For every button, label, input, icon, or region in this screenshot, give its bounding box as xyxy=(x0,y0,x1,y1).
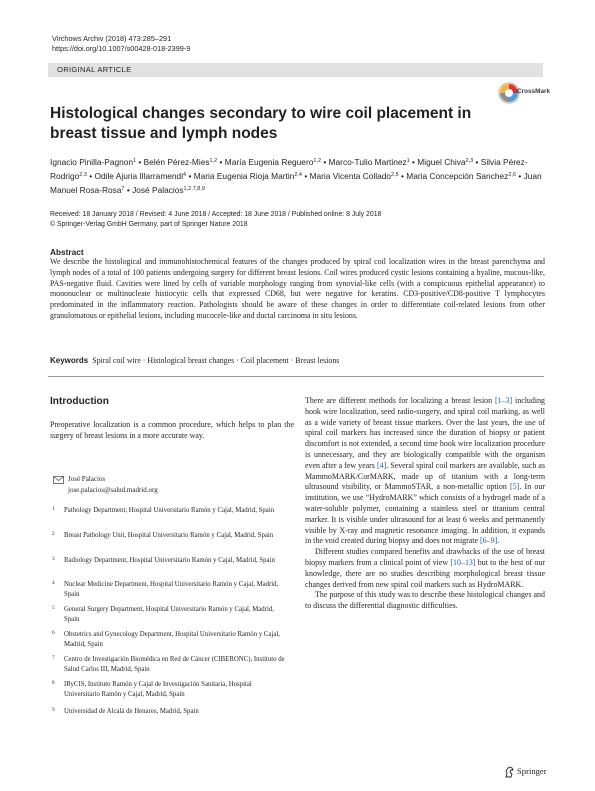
contact-email[interactable]: jose.palacios@salud.madrid.org xyxy=(68,486,158,494)
author-affiliation-sup: 1,2 xyxy=(313,158,322,164)
section-divider xyxy=(48,376,544,377)
reference-link[interactable]: [1–3] xyxy=(494,396,513,405)
author-name[interactable]: Maria Concepción Sanchez xyxy=(406,170,509,181)
affiliation-number: 5 xyxy=(52,605,55,611)
reference-link[interactable]: [6–9] xyxy=(480,536,498,546)
author-name[interactable]: Ignacio Pinilla-Pagnon xyxy=(50,157,134,167)
author-separator: • xyxy=(475,157,479,167)
author-affiliation-sup: 2,5 xyxy=(391,171,399,178)
crossmark-label: CrossMark xyxy=(517,88,551,95)
author-separator: • xyxy=(401,170,404,181)
affiliation-text: Universidad de Alcalá de Henares, Madrid, Spain xyxy=(64,708,199,715)
author-separator: • xyxy=(323,157,327,167)
envelope-icon xyxy=(53,476,64,484)
affiliation-number: 3 xyxy=(52,556,55,562)
affiliation-number: 6 xyxy=(52,630,55,636)
keywords-label: Keywords xyxy=(50,356,89,365)
publication-dates xyxy=(50,210,545,229)
affiliation-text: IRyCIS, Instituto Ramón y Cajal de Investigación Sanitaria, Hospital Universitario Ramón y Cajal, Madrid, Spain xyxy=(64,681,252,698)
article-type-band xyxy=(48,63,543,77)
author-separator: • xyxy=(518,170,522,181)
reference-link[interactable]: [4] xyxy=(376,460,387,470)
author-affiliation-sup: 2,3 xyxy=(79,171,87,178)
author-name[interactable]: María Eugenia Reguero xyxy=(224,157,314,167)
affiliation-number: 1 xyxy=(52,506,55,512)
author-separator: • xyxy=(304,170,308,181)
abstract-text: We describe the histological and immunohistochemical features of the changes produced by spiral coil localization wires in the breast parenchyma and lymph nodes of a total of 100 patients undergoing surgery for different breast lesions. Coil wires produced cystic lesions containing a hyaline, mucous-like, PAS-negative fluid. Cavities were lined by cells of variable morphology ranging from synovial-like cells (with a conspicuous epithelial appearance) to mononuclear or multinucleate histiocytic cells that expressed CD68, but were negative for keratins. CD3-positive/CD8-positive T lymphocytes predominated in the inflammatory reaction. Pathologists should be aware of these changes in order to differentiate coil-related lesions from other granulomatous or epithelial lesions, including mucocele-like and ductal carcinoma in situ lesions. xyxy=(50,257,545,320)
affiliation-text: Centro de Investigación Biomédica en Red de Cáncer (CIBERONC), Instituto de Salud Carlos III, Madrid, Spain xyxy=(64,656,285,673)
history-dates: Received: 18 January 2018 / Revised: 4 June 2018 / Accepted: 18 June 2018 / Published online: 8 July 2018 xyxy=(50,211,382,218)
keywords-text: Spiral coil wire · Histological breast changes · Coil placement · Breast lesions xyxy=(92,356,340,365)
author-affiliation-sup: 1,2 xyxy=(209,158,218,164)
author-name[interactable]: Miguel Chiva xyxy=(417,157,466,167)
author-name[interactable]: José Palacios xyxy=(132,184,184,195)
introduction-left-text: Preoperative localization is a common procedure, which helps to plan the surgery of breast lesions in a more accurate way. xyxy=(50,420,294,440)
author-separator: • xyxy=(219,157,223,167)
paragraph: The purpose of this study was to describe these histological changes and to discuss the differential diagnostic difficulties. xyxy=(305,590,545,611)
affiliation-text: Nuclear Medicine Department, Hospital Universitario Ramón y Cajal, Madrid, Spain xyxy=(64,581,279,598)
author-separator: • xyxy=(138,157,142,167)
introduction-heading: Introduction xyxy=(50,396,109,407)
article-title: Histological changes secondary to wire coil placement in breast tissue and lymph nodes xyxy=(50,105,472,142)
author-affiliation-sup: 7 xyxy=(121,185,125,192)
author-affiliation-sup: 1,2,7,8,9 xyxy=(183,185,205,192)
author-name[interactable]: Belén Pérez-Mies xyxy=(143,157,210,167)
affiliation-number: 8 xyxy=(52,680,55,686)
journal-citation: Virchows Archiv (2018) 473:285–291 xyxy=(52,34,172,43)
author-separator: • xyxy=(89,170,93,181)
author-separator: • xyxy=(126,184,130,195)
introduction-right-column xyxy=(305,396,545,612)
author-name[interactable]: Silvia Pérez-Rodrigo xyxy=(50,157,528,181)
affiliation-number: 9 xyxy=(52,707,55,713)
author-name[interactable]: Marco-Tulio Martinez xyxy=(328,157,407,167)
abstract-heading: Abstract xyxy=(50,247,84,257)
affiliation-number: 4 xyxy=(52,580,55,586)
affiliation-text: Breast Pathology Unit, Hospital Universitario Ramón y Cajal, Madrid, Spain xyxy=(64,532,274,539)
affiliation-text: General Surgery Department, Hospital Universitario Ramón y Cajal, Madrid, Spain xyxy=(64,606,274,623)
paragraph: There are different methods for localizing a breast lesion [1–3] including hook wire localization, seed radio-surgery, and spiral coil marking, as well as a wide variety of breast tissue markers. Over the last years, the use of spiral coil markers has increased since the duration of biopsy or patient discomfort is not extended, a second time hook wire localization procedure is unnecessary, and they are biologically compatible with the organism even after a few years [4]. Several spiral coil markers are available, such as MammoMARK/CorMARK, made up of titanium with a long-term ultrasound visibility, or MammoSTAR, a non-metallic option [5]. In our institution, we use “HydroMARK” which consists of a hydrogel made of a water-soluble polymer, containing a stainless steel or titanium central marker. It is visible under ultrasound for at least 6 weeks and permanently visible by X-ray and magnetic resonance imaging. In addition, it expands in the void created during biopsy and does not migrate [6–9]. xyxy=(305,396,546,546)
paragraph: Different studies compared benefits and drawbacks of the use of breast biopsy markers from a clinical point of view [10–13] but to the best of our knowledge, there are no studies describing morphological breast tissue changes derived from new spiral coil markers such as HydroMARK. xyxy=(305,547,546,589)
author-affiliation-sup: 1 xyxy=(133,158,137,164)
author-separator: • xyxy=(412,157,415,167)
author-name[interactable]: Maria Eugenia Rioja Martin xyxy=(193,170,295,181)
article-type-label: ORIGINAL ARTICLE xyxy=(57,65,132,74)
reference-link[interactable]: [5] xyxy=(510,482,520,492)
author-list xyxy=(50,155,545,196)
affiliation-number: 2 xyxy=(52,531,55,537)
author-affiliation-sup: 4 xyxy=(183,171,187,178)
author-affiliation-sup: 2,6 xyxy=(508,171,516,178)
affiliation-number: 7 xyxy=(52,655,55,661)
affiliation-text: Radiology Department, Hospital Universitario Ramón y Cajal, Madrid, Spain xyxy=(64,557,275,564)
doi-link[interactable]: https://doi.org/10.1007/s00428-018-2399-9 xyxy=(52,44,191,53)
author-name[interactable]: Juan Manuel Rosa-Rosa xyxy=(50,170,542,195)
author-name[interactable]: Maria Vicenta Collado xyxy=(309,170,392,181)
publisher-logo xyxy=(504,766,554,778)
author-affiliation-sup: 2,3 xyxy=(465,158,474,164)
affiliation-text: Pathology Department, Hospital Universitario Ramón y Cajal, Madrid, Spain xyxy=(64,507,275,514)
affiliation-text: Obstetrics and Gynecology Department, Hospital Universitario Ramón y Cajal, Madrid, Spain xyxy=(64,631,280,648)
author-affiliation-sup: 2,4 xyxy=(294,171,302,178)
crossmark-badge[interactable] xyxy=(498,82,550,112)
reference-link[interactable]: [10–13] xyxy=(450,557,476,567)
keywords-line xyxy=(50,356,545,365)
author-name[interactable]: Odile Ajuria Illarramendi xyxy=(94,170,184,181)
author-affiliation-sup: 1 xyxy=(406,158,410,164)
journal-header xyxy=(52,34,190,54)
copyright-line: © Springer-Verlag GmbH Germany, part of Springer Nature 2018 xyxy=(50,220,248,228)
publisher-name: Springer xyxy=(517,766,547,776)
springer-horse-icon xyxy=(504,766,515,778)
author-separator: • xyxy=(188,170,192,181)
contact-name: José Palacios xyxy=(68,475,106,483)
